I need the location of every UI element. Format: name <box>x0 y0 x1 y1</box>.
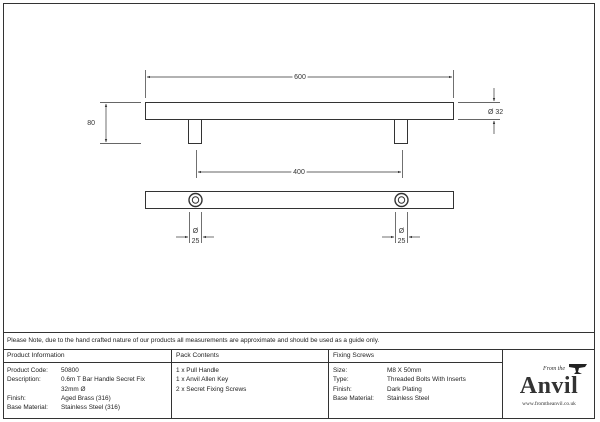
anvil-logo <box>503 350 595 419</box>
pack-item: 1 x Pull Handle <box>176 367 219 374</box>
fixing-screws-heading: Fixing Screws <box>329 350 502 363</box>
fixing-screw-label: Type: <box>333 376 349 384</box>
info-table <box>3 349 595 419</box>
pack-contents-panel <box>172 350 329 419</box>
product-info-value: 0.6m T Bar Handle Secret Fix <box>61 376 145 384</box>
pack-item: 1 x Anvil Allen Key <box>176 376 229 384</box>
fixing-screw-value: Dark Plating <box>387 385 422 393</box>
fixing-screw-value: M8 X 50mm <box>387 367 422 374</box>
product-info-label: Product Code: <box>7 367 48 374</box>
product-info-label: Description: <box>7 376 41 384</box>
fixing-screw-label: Size: <box>333 367 348 374</box>
pack-contents-heading: Pack Contents <box>172 350 328 363</box>
fixing-screw-row <box>333 385 502 394</box>
logo-brand: Anvil <box>519 373 579 399</box>
fixing-screw-row <box>333 394 502 403</box>
product-info-row <box>7 403 171 412</box>
product-info-value: Aged Brass (316) <box>61 394 111 402</box>
dim-centres-label: 400 <box>293 169 305 176</box>
logo-url: www.fromtheanvil.co.uk <box>522 401 576 407</box>
fixing-screw-label: Finish: <box>333 385 352 393</box>
product-info-row <box>7 385 171 394</box>
product-information-panel <box>3 350 172 419</box>
product-info-row <box>7 394 171 403</box>
product-info-label: Finish: <box>7 394 26 402</box>
product-info-label <box>7 385 61 394</box>
product-info-value: Stainless Steel (316) <box>61 404 120 412</box>
fixing-screws-panel <box>329 350 503 419</box>
brand-logo-panel <box>503 350 595 419</box>
product-info-row <box>7 366 171 375</box>
dim-fix-left-symbol: Ø <box>192 228 199 235</box>
dim-overall-length-label: 600 <box>294 74 306 81</box>
fixing-screw-value: Stainless Steel <box>387 394 430 402</box>
product-info-label: Base Material: <box>7 404 48 412</box>
dim-fix-left-value: 25 <box>191 238 200 245</box>
logo-tagline: From the <box>543 366 565 372</box>
fixing-screw-row <box>333 375 502 384</box>
product-info-value: 32mm Ø <box>61 385 86 393</box>
fixing-screw-label: Base Material: <box>333 394 374 402</box>
fixing-screw-row <box>333 366 502 375</box>
dim-fix-right-symbol: Ø <box>398 228 405 235</box>
fixing-screw-value: Threaded Bolts With Inserts <box>387 376 466 384</box>
product-info-value: 50800 <box>61 367 79 374</box>
dim-bar-diameter-label: Ø 32 <box>488 109 504 116</box>
product-information-heading: Product Information <box>3 350 171 363</box>
product-info-row <box>7 375 171 384</box>
dim-fix-right-value: 25 <box>397 238 406 245</box>
disclaimer-note: Please Note, due to the hand crafted nature of our products all measurements are approximate and should be used as a guide only. <box>3 332 595 349</box>
pack-item: 2 x Secret Fixing Screws <box>176 385 247 393</box>
dim-height-label: 80 <box>87 120 95 127</box>
